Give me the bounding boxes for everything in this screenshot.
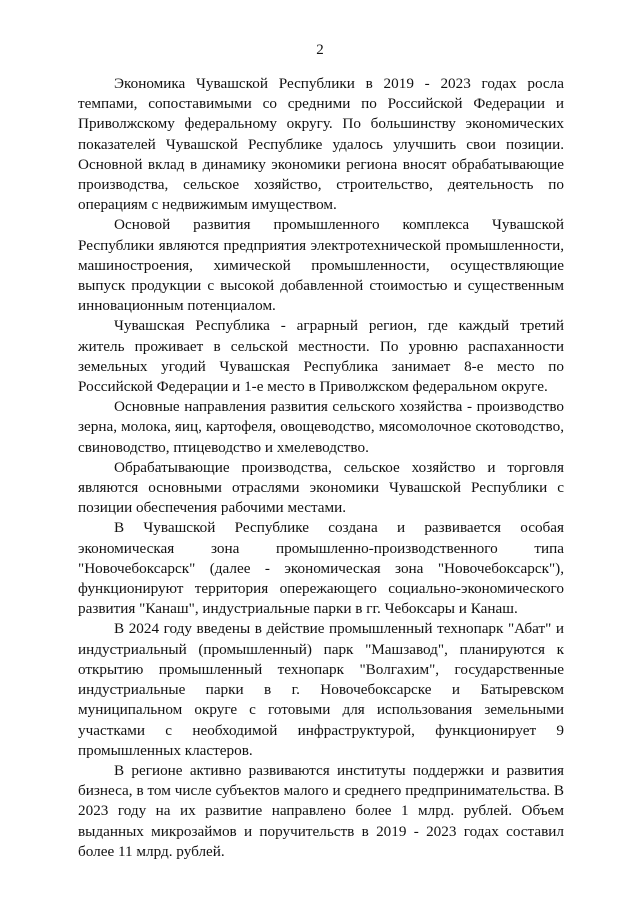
page-number: 2 <box>316 42 324 58</box>
paragraph-business-support: В регионе активно развиваются институты поддержки и развития бизнеса, в том числе субъектов малого и среднего предпринимательства. В 2023 году на их развитие направлено более 1 млрд. рублей. Объем выданных микрозаймов и поручительств в 2019 - 2023 годах составил более 11 млрд. рублей. <box>78 761 564 860</box>
paragraph-technoparks-2024: В 2024 году введены в действие промышленный технопарк "Абат" и индустриальный (промышленный) парк "Машзавод", планируются к открытию промышленный технопарк "Волгахим", государственные индустриальные парки в г. Новочебоксарске и Батыревском муниципальном округе с готовыми для использования земельными участками с необходимой инфраструктурой, функционирует 9 промышленных кластеров. <box>78 620 564 759</box>
paragraph-agrarian-region: Чувашская Республика - аграрный регион, где каждый третий житель проживает в сельской местности. По уровню распаханности земельных угодий Чувашская Республика занимает 8-е место по Российской Федерации и 1-е место в Приволжском федеральном округе. <box>78 317 564 396</box>
paragraph-economic-zone: В Чувашской Республике создана и развивается особая экономическая зона промышленно-производственного типа "Новочебоксарск" (далее - экономическая зона "Новочебоксарск"), функционируют территория опережающего социально-экономического развития "Канаш", индустриальные парки в гг. Чебоксары и Канаш. <box>78 519 564 618</box>
document-body <box>78 74 564 862</box>
paragraph-industrial-complex: Основой развития промышленного комплекса Чувашской Республики являются предприятия электротехнической промышленности, машиностроения, химической промышленности, осуществляющие выпуск продукции с высокой добавленной стоимостью и существенным инновационным потенциалом. <box>78 216 564 315</box>
paragraph-economy-overview: Экономика Чувашской Республики в 2019 - 2023 годах росла темпами, сопоставимыми со средними по Российской Федерации и Приволжскому федеральному округу. По большинству экономических показателей Чувашской Республике удалось улучшить свои позиции. Основной вклад в динамику экономики региона вносят обрабатывающие производства, сельское хозяйство, строительство, деятельность по операциям с недвижимым имуществом. <box>78 75 564 214</box>
paragraph-employment-sectors: Обрабатывающие производства, сельское хозяйство и торговля являются основными отраслями экономики Чувашской Республики с позиции обеспечения рабочими местами. <box>78 458 564 517</box>
paragraph-agriculture-directions: Основные направления развития сельского хозяйства - производство зерна, молока, яиц, картофеля, овощеводство, мясомолочное скотоводство, свиноводство, птицеводство и хмелеводство. <box>78 398 564 456</box>
